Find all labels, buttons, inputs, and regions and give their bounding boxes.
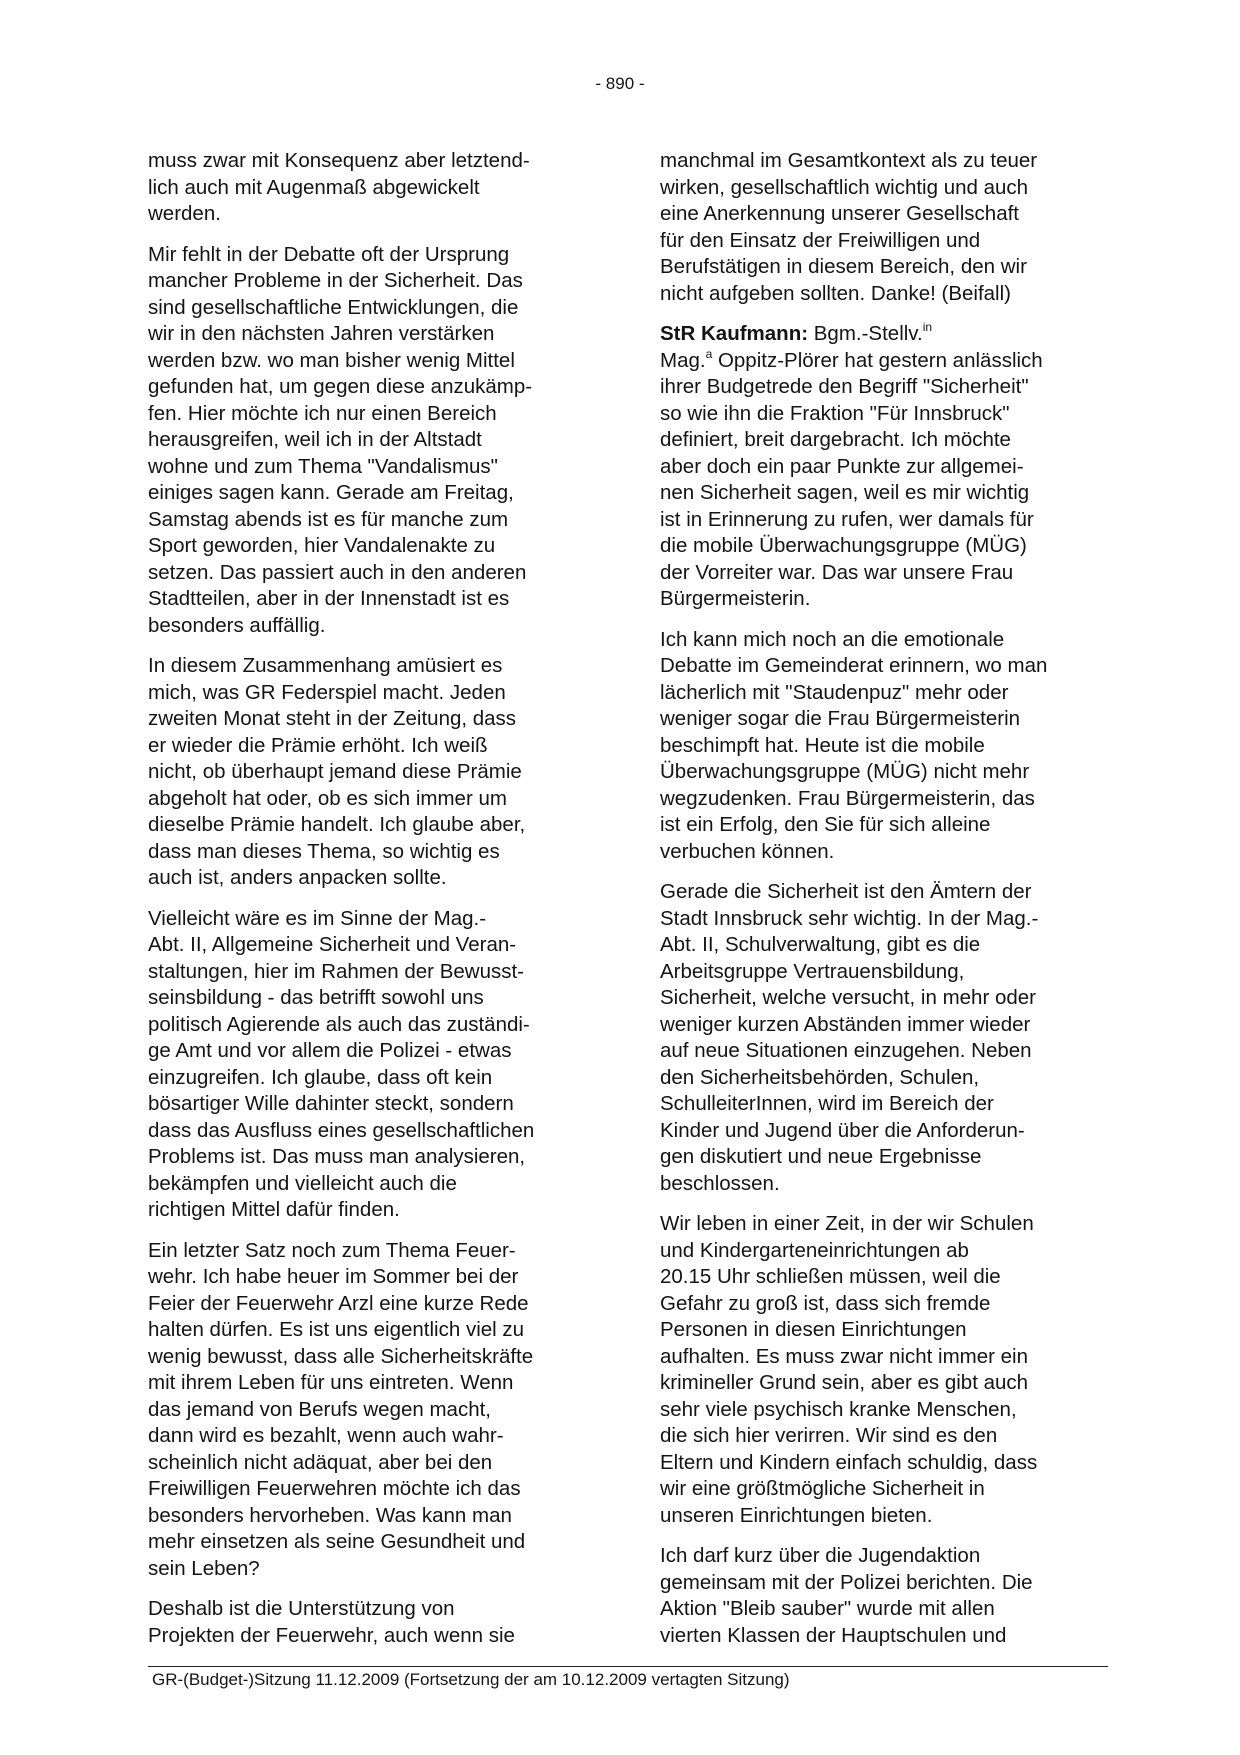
text-line: verbuchen können. xyxy=(660,839,835,863)
text-line: muss zwar mit Konsequenz aber letztend- xyxy=(148,149,530,172)
text-line: gefunden hat, um gegen diese anzukämp- xyxy=(148,375,533,398)
speaker-title: Bgm.-Stellv. xyxy=(808,322,923,345)
speaker-title-superscript: in xyxy=(922,320,933,334)
text-line: lächerlich mit "Staudenpuz" mehr oder xyxy=(660,680,1009,704)
text-line: Überwachungsgruppe (MÜG) nicht mehr xyxy=(660,760,1030,783)
text-line: Arbeitsgruppe Vertrauensbildung, xyxy=(660,959,965,983)
text-line: dann wird es bezahlt, wenn auch wahr- xyxy=(148,1424,504,1447)
page-number: - 890 - xyxy=(595,74,645,93)
text-line: mit ihrem Leben für uns eintreten. Wenn xyxy=(148,1371,514,1394)
speaker-name: StR Kaufmann: xyxy=(660,322,809,345)
text-line: ihrer Budgetrede den Begriff "Sicherheit" xyxy=(660,375,1029,398)
text-line: wohne und zum Thema "Vandalismus" xyxy=(148,454,498,478)
text-line: für den Einsatz der Freiwilligen und xyxy=(660,228,981,252)
paragraph xyxy=(148,1238,603,1583)
text-line: definiert, breit dargebracht. Ich möchte xyxy=(660,428,1011,451)
text-line: Debatte im Gemeinderat erinnern, wo man xyxy=(660,654,1048,677)
speech-paragraph xyxy=(660,321,1108,613)
text-line: das jemand von Berufs wegen macht, xyxy=(148,1397,491,1421)
text-line: In diesem Zusammenhang amüsiert es xyxy=(148,654,503,677)
paragraph xyxy=(660,879,1108,1197)
text-line: nen Sicherheit sagen, weil es mir wichtig xyxy=(660,481,1030,504)
text-line: unseren Einrichtungen bieten. xyxy=(660,1503,933,1527)
paragraph xyxy=(148,653,603,892)
right-column xyxy=(660,148,1108,1663)
text-line: Stadtteilen, aber in der Innenstadt ist es xyxy=(148,587,510,610)
text-line: mehr einsetzen als seine Gesundheit und xyxy=(148,1530,526,1553)
text-line: aber doch ein paar Punkte zur allgemei- xyxy=(660,454,1024,478)
speaker-line xyxy=(660,321,1108,348)
text-line: dieselbe Prämie handelt. Ich glaube aber, xyxy=(148,813,526,836)
text-line: den Sicherheitsbehörden, Schulen, xyxy=(660,1065,980,1089)
text-line: Abt. II, Allgemeine Sicherheit und Veran- xyxy=(148,933,517,956)
text-line: Deshalb ist die Unterstützung von xyxy=(148,1597,455,1620)
text-line: staltungen, hier im Rahmen der Bewusst- xyxy=(148,959,525,983)
text-line: aufhalten. Es muss zwar nicht immer ein xyxy=(660,1344,1028,1368)
mag-prefix: Mag. xyxy=(660,348,706,372)
paragraph xyxy=(148,906,603,1224)
text-line: Stadt Innsbruck sehr wichtig. In der Mag.- xyxy=(660,906,1039,930)
text-line: besonders hervorheben. Was kann man xyxy=(148,1503,512,1527)
left-column xyxy=(148,148,603,1663)
text-line: einzugreifen. Ich glaube, dass oft kein xyxy=(148,1065,493,1089)
text-line: einiges sagen kann. Gerade am Freitag, xyxy=(148,481,514,504)
text-line: bekämpfen und vielleicht auch die xyxy=(148,1171,457,1195)
text-line: der Vorreiter war. Das war unsere Frau xyxy=(660,560,1014,584)
text-line: vierten Klassen der Hauptschulen und xyxy=(660,1623,1007,1647)
text-line: lich auch mit Augenmaß abgewickelt xyxy=(148,175,480,199)
text-line: ge Amt und vor allem die Polizei - etwas xyxy=(148,1039,512,1062)
text-line: sind gesellschaftliche Entwicklungen, die xyxy=(148,295,519,319)
text-line: ist ein Erfolg, den Sie für sich alleine xyxy=(660,813,991,836)
text-line: halten dürfen. Es ist uns eigentlich viel zu xyxy=(148,1318,525,1341)
text-line xyxy=(660,348,1108,375)
text-line: wegzudenken. Frau Bürgermeisterin, das xyxy=(660,786,1035,810)
text-line: Gerade die Sicherheit ist den Ämtern der xyxy=(660,880,1032,903)
text-line: politisch Agierende als auch das zuständi- xyxy=(148,1012,530,1036)
text-line: nicht aufgeben sollten. Danke! (Beifall) xyxy=(660,281,1011,305)
paragraph xyxy=(660,1211,1108,1529)
text-line: abgeholt hat oder, ob es sich immer um xyxy=(148,786,507,810)
text-line: Bürgermeisterin. xyxy=(660,587,811,610)
text-line: Ich darf kurz über die Jugendaktion xyxy=(660,1544,981,1567)
text-line: fen. Hier möchte ich nur einen Bereich xyxy=(148,401,497,425)
text-line: so wie ihn die Fraktion "Für Innsbruck" xyxy=(660,401,1010,425)
footer-text: GR-(Budget-)Sitzung 11.12.2009 (Fortsetzung der am 10.12.2009 vertagten Sitzung) xyxy=(152,1670,790,1689)
text-line: werden bzw. wo man bisher wenig Mittel xyxy=(148,348,515,372)
paragraph xyxy=(148,148,603,228)
text-line: Ich kann mich noch an die emotionale xyxy=(660,627,1005,651)
text-line: und Kindergarteneinrichtungen ab xyxy=(660,1238,969,1262)
text-line: werden. xyxy=(148,202,221,225)
text-line: krimineller Grund sein, aber es gibt auch xyxy=(660,1371,1029,1394)
text-line: wenig bewusst, dass alle Sicherheitskräfte xyxy=(148,1344,534,1368)
text-line: Berufstätigen in diesem Bereich, den wir xyxy=(660,255,1027,278)
text-line: gemeinsam mit der Polizei berichten. Die xyxy=(660,1570,1033,1594)
text-line: Mir fehlt in der Debatte oft der Ursprung xyxy=(148,242,510,266)
text-line: zweiten Monat steht in der Zeitung, dass xyxy=(148,707,517,730)
text-line: Abt. II, Schulverwaltung, gibt es die xyxy=(660,933,981,956)
text-line: Samstag abends ist es für manche zum xyxy=(148,507,509,531)
text-line: richtigen Mittel dafür finden. xyxy=(148,1198,400,1221)
text-line: scheinlich nicht adäquat, aber bei den xyxy=(148,1450,493,1474)
text-line: SchulleiterInnen, wird im Bereich der xyxy=(660,1092,994,1115)
text-line: herausgreifen, weil ich in der Altstadt xyxy=(148,428,482,451)
paragraph xyxy=(148,242,603,640)
text-line: Eltern und Kindern einfach schuldig, dass xyxy=(660,1450,1038,1474)
text-line: auf neue Situationen einzugehen. Neben xyxy=(660,1039,1032,1062)
text-line: nicht, ob überhaupt jemand diese Prämie xyxy=(148,760,522,783)
text-line: sein Leben? xyxy=(148,1556,260,1580)
text-line: beschlossen. xyxy=(660,1171,780,1195)
text-line: dass man dieses Thema, so wichtig es xyxy=(148,839,500,863)
text-line: mancher Probleme in der Sicherheit. Das xyxy=(148,269,523,292)
text-line: besonders auffällig. xyxy=(148,613,326,637)
text-line: Problems ist. Das muss man analysieren, xyxy=(148,1145,526,1168)
text-line: ist in Erinnerung zu rufen, wer damals für xyxy=(660,507,1034,531)
footer-divider xyxy=(148,1666,1108,1667)
text-line: die sich hier verirren. Wir sind es den xyxy=(660,1424,998,1447)
text-line: mich, was GR Federspiel macht. Jeden xyxy=(148,680,506,704)
text-line: gen diskutiert und neue Ergebnisse xyxy=(660,1145,982,1168)
text-line: Ein letzter Satz noch zum Thema Feuer- xyxy=(148,1238,516,1262)
text-line: Vielleicht wäre es im Sinne der Mag.- xyxy=(148,906,487,930)
paragraph xyxy=(148,1596,603,1649)
text-line: Kinder und Jugend über die Anforderun- xyxy=(660,1118,1025,1142)
text-line: auch ist, anders anpacken sollte. xyxy=(148,866,447,889)
text-line: setzen. Das passiert auch in den anderen xyxy=(148,560,527,584)
paragraph xyxy=(660,1543,1108,1649)
text-line: seinsbildung - das betrifft sowohl uns xyxy=(148,986,484,1009)
text-line: Wir leben in einer Zeit, in der wir Schulen xyxy=(660,1212,1034,1235)
text-line: Projekten der Feuerwehr, auch wenn sie xyxy=(148,1623,515,1647)
text-line: Personen in diesen Einrichtungen xyxy=(660,1318,967,1341)
mag-rest: Oppitz-Plörer hat gestern anlässlich xyxy=(712,348,1043,372)
text-line: 20.15 Uhr schließen müssen, weil die xyxy=(660,1265,1001,1288)
text-line: wirken, gesellschaftlich wichtig und auch xyxy=(660,175,1029,199)
text-line: manchmal im Gesamtkontext als zu teuer xyxy=(660,149,1038,172)
mag-superscript: a xyxy=(705,346,713,361)
text-line: wir in den nächsten Jahren verstärken xyxy=(148,322,495,345)
text-line: Sicherheit, welche versucht, in mehr oder xyxy=(660,986,1037,1009)
text-line: bösartiger Wille dahinter steckt, sondern xyxy=(148,1092,514,1115)
text-line: dass das Ausfluss eines gesellschaftlichen xyxy=(148,1118,535,1142)
text-line: eine Anerkennung unserer Gesellschaft xyxy=(660,202,1019,225)
text-line: Sport geworden, hier Vandalenakte zu xyxy=(148,534,496,557)
text-line: beschimpft hat. Heute ist die mobile xyxy=(660,733,985,757)
text-line: die mobile Überwachungsgruppe (MÜG) xyxy=(660,534,1027,557)
paragraph xyxy=(660,148,1108,307)
text-line: Aktion "Bleib sauber" wurde mit allen xyxy=(660,1597,995,1620)
text-line: Freiwilligen Feuerwehren möchte ich das xyxy=(148,1477,521,1500)
text-line: Gefahr zu groß ist, dass sich fremde xyxy=(660,1291,991,1315)
text-line: weniger sogar die Frau Bürgermeisterin xyxy=(660,707,1021,730)
text-line: wehr. Ich habe heuer im Sommer bei der xyxy=(148,1265,519,1288)
text-line: Feier der Feuerwehr Arzl eine kurze Rede xyxy=(148,1291,529,1315)
text-line: er wieder die Prämie erhöht. Ich weiß xyxy=(148,733,488,757)
text-line: weniger kurzen Abständen immer wieder xyxy=(660,1012,1031,1036)
text-line: sehr viele psychisch kranke Menschen, xyxy=(660,1397,1017,1421)
paragraph xyxy=(660,627,1108,866)
text-line: wir eine größtmögliche Sicherheit in xyxy=(660,1477,985,1500)
